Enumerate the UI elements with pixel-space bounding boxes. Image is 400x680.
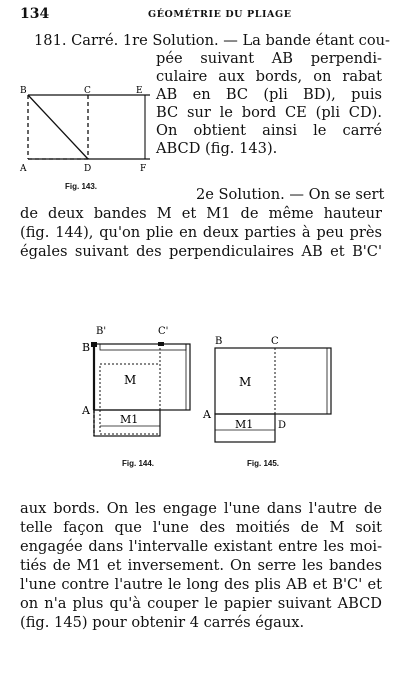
- text-line: pée suivant AB perpendi-: [156, 50, 382, 67]
- page-number: 134: [20, 6, 50, 22]
- fig143-label-a: A: [20, 164, 27, 174]
- fig145-label-m1: M1: [235, 418, 254, 431]
- text-line: l'une contre l'autre le long des plis AB et B'C' et: [20, 576, 382, 593]
- text-line: ABCD (fig. 143).: [156, 140, 278, 157]
- text-line: 2e Solution. — On se sert: [196, 186, 385, 203]
- fig144-label-m1: M1: [120, 413, 139, 426]
- text-line: (fig. 144), qu'on plie en deux parties à peu près: [20, 224, 382, 241]
- figure-145: [203, 336, 335, 455]
- fig144-label-a: A: [82, 404, 90, 417]
- fig143-label-e: E: [136, 86, 143, 96]
- text-line: telle façon que l'une des moitiés de M soit: [20, 519, 382, 536]
- fig144-label-bprime: B': [96, 326, 107, 337]
- fig144-label-m: M: [124, 373, 137, 387]
- text-line: culaire aux bords, on rabat: [156, 68, 382, 85]
- text-line: on n'a plus qu'à couper le papier suivant ABCD: [20, 595, 382, 612]
- text-line: engagée dans l'intervalle existant entre les moi-: [20, 538, 382, 555]
- text-line: (fig. 145) pour obtenir 4 carrés égaux.: [20, 614, 305, 631]
- text-line: 181. Carré. 1re Solution. — La bande étant cou-: [34, 32, 390, 49]
- text-line: tiés de M1 et inversement. On serre les bandes: [20, 557, 382, 574]
- fig144-label-cprime: C': [158, 326, 169, 337]
- fig143-label-d: D: [84, 164, 92, 174]
- figure-144: [80, 322, 195, 452]
- fig145-label-a: A: [203, 408, 211, 421]
- text-line: égales suivant des perpendiculaires AB et B'C': [20, 243, 382, 260]
- text-line: On obtient ainsi le carré: [156, 122, 382, 139]
- fig145-label-m: M: [239, 375, 252, 389]
- text-line: de deux bandes M et M1 de même hauteur: [20, 205, 382, 222]
- fig143-label-f: F: [140, 164, 147, 174]
- text-line: aux bords. On les engage l'une dans l'autre de: [20, 500, 382, 517]
- running-title: GÉOMÉTRIE DU PLIAGE: [148, 9, 292, 20]
- fig144-label-b: B: [82, 341, 91, 354]
- fig143-caption: Fig. 143.: [65, 182, 98, 191]
- figure-143: [20, 85, 160, 185]
- fig145-caption: Fig. 145.: [247, 459, 280, 468]
- fig144-caption: Fig. 144.: [122, 459, 155, 468]
- text-line: BC sur le bord CE (pli CD).: [156, 104, 382, 121]
- text-line: AB en BC (pli BD), puis: [156, 86, 382, 103]
- fig145-label-b: B: [215, 336, 223, 347]
- fig145-label-c: C: [271, 336, 279, 347]
- fig145-label-d: D: [278, 420, 287, 431]
- fig143-label-c: C: [84, 86, 91, 96]
- fig143-label-b: B: [20, 86, 27, 96]
